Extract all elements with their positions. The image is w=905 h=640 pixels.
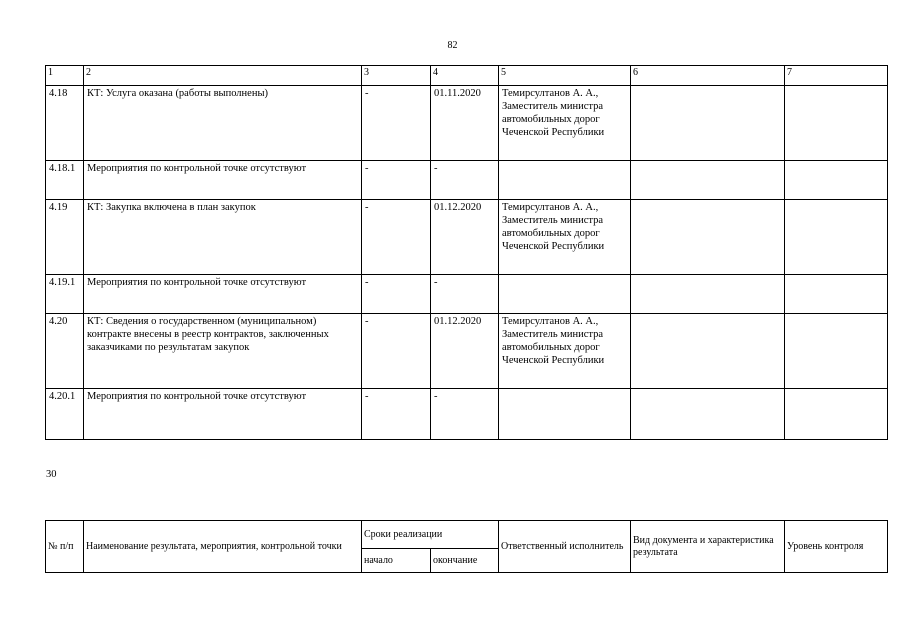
cell-num: 4.19: [46, 200, 84, 275]
header-terms: Сроки реализации: [362, 521, 499, 549]
cell-num: 4.18: [46, 86, 84, 161]
cell-end: -: [431, 275, 499, 314]
cell-num: 4.19.1: [46, 275, 84, 314]
cell-end: 01.11.2020: [431, 86, 499, 161]
cell-doc: [631, 200, 785, 275]
column-header-table: [45, 520, 888, 573]
cell-start: -: [362, 161, 431, 200]
cell-doc: [631, 275, 785, 314]
header-level: Уровень контроля: [785, 521, 888, 573]
cell-start: -: [362, 314, 431, 389]
cell-level: [785, 389, 888, 440]
cell-level: [785, 314, 888, 389]
table-row: [46, 275, 888, 314]
cell-name: Мероприятия по контрольной точке отсутствуют: [84, 275, 362, 314]
cell-responsible: Темирсултанов А. А., Заместитель министра автомобильных дорог Чеченской Республики: [499, 314, 631, 389]
table-row: [46, 86, 888, 161]
cell-responsible: [499, 275, 631, 314]
cell-end: 01.12.2020: [431, 314, 499, 389]
cell-responsible: Темирсултанов А. А., Заместитель министра автомобильных дорог Чеченской Республики: [499, 200, 631, 275]
header-responsible: Ответственный исполнитель: [499, 521, 631, 573]
column-number: 1: [46, 66, 84, 86]
cell-doc: [631, 161, 785, 200]
cell-doc: [631, 389, 785, 440]
column-number: 2: [84, 66, 362, 86]
column-number-row: [46, 66, 888, 86]
cell-num: 4.20: [46, 314, 84, 389]
column-number: 3: [362, 66, 431, 86]
cell-start: -: [362, 389, 431, 440]
cell-end: -: [431, 161, 499, 200]
cell-level: [785, 86, 888, 161]
cell-doc: [631, 86, 785, 161]
cell-name: КТ: Сведения о государственном (муниципальном) контракте внесены в реестр контрактов, заключенных заказчиками по результатам закупок: [84, 314, 362, 389]
header-start: начало: [362, 549, 431, 573]
table-row: [46, 314, 888, 389]
side-note: 30: [46, 469, 57, 480]
cell-end: -: [431, 389, 499, 440]
cell-start: -: [362, 275, 431, 314]
cell-responsible: Темирсултанов А. А., Заместитель министра автомобильных дорог Чеченской Республики: [499, 86, 631, 161]
header-end: окончание: [431, 549, 499, 573]
column-number: 4: [431, 66, 499, 86]
cell-level: [785, 161, 888, 200]
cell-name: КТ: Услуга оказана (работы выполнены): [84, 86, 362, 161]
main-table: [45, 65, 888, 440]
header-num: № п/п: [46, 521, 84, 573]
cell-name: Мероприятия по контрольной точке отсутствуют: [84, 389, 362, 440]
column-number: 6: [631, 66, 785, 86]
cell-level: [785, 200, 888, 275]
table-row: [46, 161, 888, 200]
cell-level: [785, 275, 888, 314]
column-number: 7: [785, 66, 888, 86]
cell-name: КТ: Закупка включена в план закупок: [84, 200, 362, 275]
cell-end: 01.12.2020: [431, 200, 499, 275]
table-row: [46, 389, 888, 440]
cell-name: Мероприятия по контрольной точке отсутствуют: [84, 161, 362, 200]
cell-start: -: [362, 200, 431, 275]
cell-responsible: [499, 389, 631, 440]
cell-num: 4.20.1: [46, 389, 84, 440]
cell-responsible: [499, 161, 631, 200]
cell-num: 4.18.1: [46, 161, 84, 200]
cell-start: -: [362, 86, 431, 161]
cell-doc: [631, 314, 785, 389]
page-number: 82: [447, 40, 458, 51]
header-doc: Вид документа и характеристика результата: [631, 521, 785, 573]
header-name: Наименование результата, мероприятия, контрольной точки: [84, 521, 362, 573]
table-row: [46, 200, 888, 275]
column-number: 5: [499, 66, 631, 86]
